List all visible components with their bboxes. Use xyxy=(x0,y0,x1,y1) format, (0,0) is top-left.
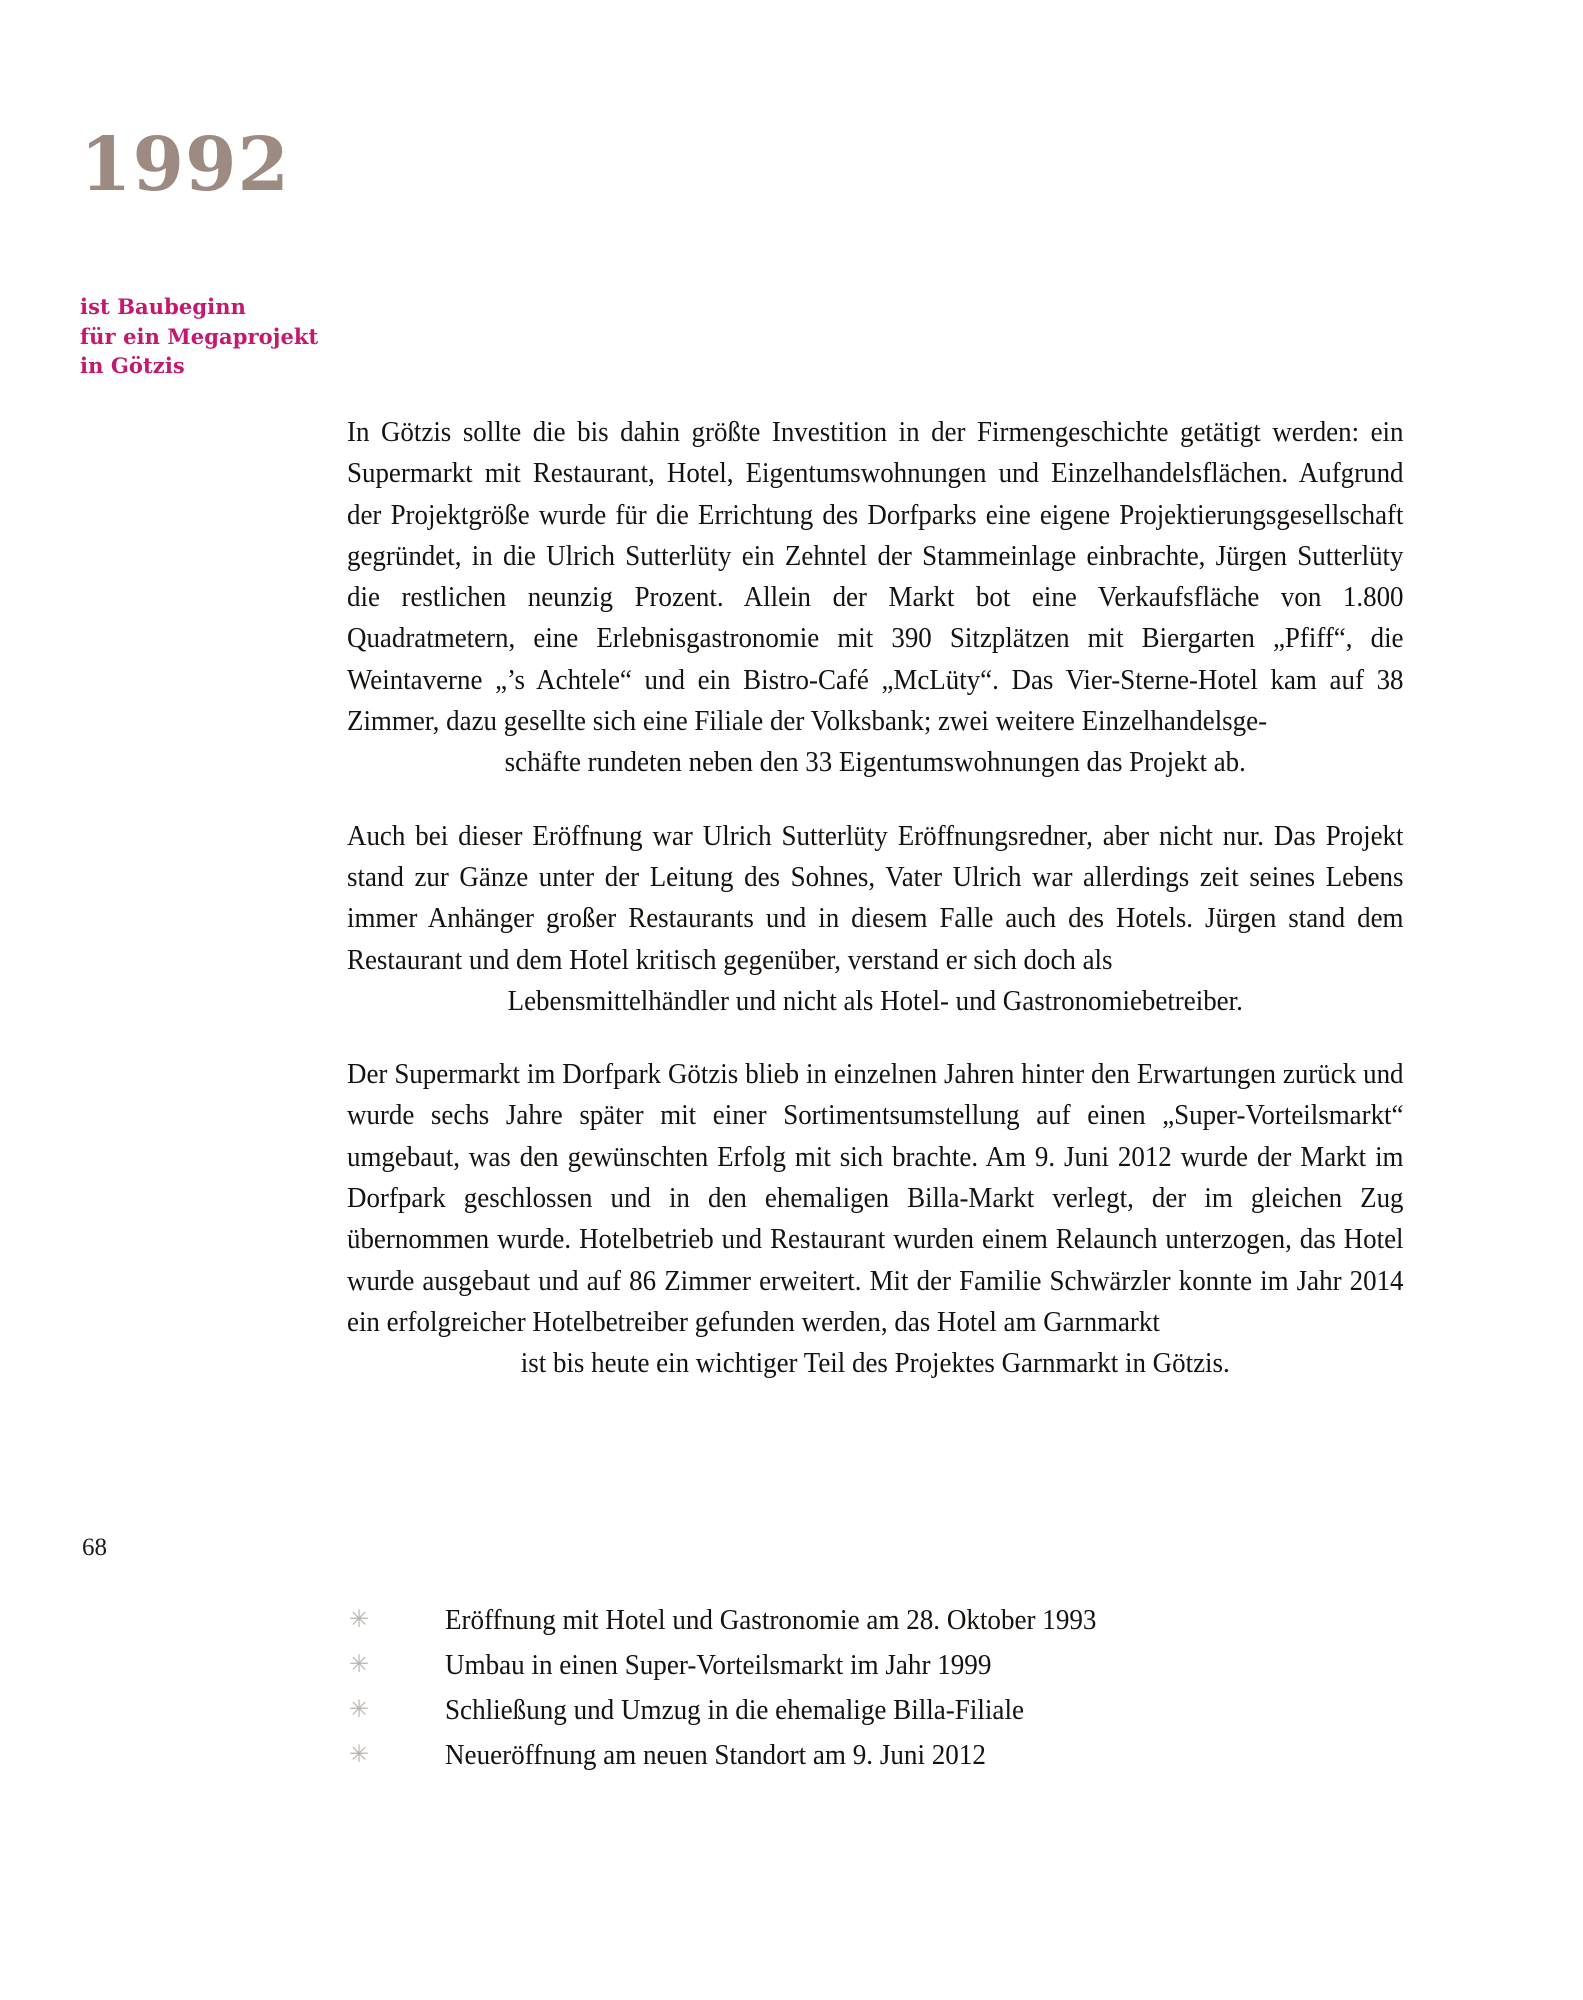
list-item-label: Eröffnung mit Hotel und Gastronomie am 28. Oktober 1993 xyxy=(445,1605,1097,1636)
subheading-line-2: für ein Megaprojekt xyxy=(80,323,319,349)
asterisk-icon: ✳ xyxy=(349,1607,370,1633)
list-item xyxy=(347,1733,1407,1778)
asterisk-icon: ✳ xyxy=(349,1652,370,1678)
paragraph-2 xyxy=(347,816,1404,1022)
paragraph-3 xyxy=(347,1054,1404,1384)
list-item xyxy=(347,1643,1407,1688)
paragraph-2-text: Auch bei dieser Eröffnung war Ulrich Sutterlüty Eröffnungsredner, aber nicht nur. Das Projekt stand zur Gänze unter der Leitung des Sohnes, Vater Ulrich war allerdings zeit seines Lebens immer Anhänger großer Restaurants und in diesem Falle auch des Hotels. Jürgen stand dem Restaurant und dem Hotel kritisch gegenüber, verstand er sich doch als xyxy=(347,820,1404,976)
list-item xyxy=(347,1688,1407,1733)
asterisk-icon: ✳ xyxy=(349,1742,370,1768)
event-bullet-list xyxy=(347,1598,1407,1778)
list-item-label: Schließung und Umzug in die ehemalige Billa-Filiale xyxy=(445,1695,1024,1726)
list-item-label: Umbau in einen Super-Vorteilsmarkt im Jahr 1999 xyxy=(445,1650,992,1681)
paragraph-2-lastline: Lebensmittelhändler und nicht als Hotel- und Gastronomiebetreiber. xyxy=(507,985,1243,1017)
paragraph-3-lastline: ist bis heute ein wichtiger Teil des Projektes Garnmarkt in Götzis. xyxy=(520,1348,1230,1380)
paragraph-3-text: Der Supermarkt im Dorfpark Götzis blieb in einzelnen Jahren hinter den Erwartungen zurück und wurde sechs Jahre später mit einer Sortimentsumstellung auf einen „Super-Vorteilsmarkt“ umgebaut, was den gewünschten Erfolg mit sich brachte. Am 9. Juni 2012 wurde der Markt im Dorfpark geschlossen und in den ehemaligen Billa-Markt verlegt, der im gleichen Zug übernommen wurde. Hotelbetrieb und Restaurant wurden einem Relaunch unterzogen, das Hotel wurde ausgebaut und auf 86 Zimmer erweitert. Mit der Familie Schwärzler konnte im Jahr 2014 ein erfolgreicher Hotelbetreiber gefunden werden, das Hotel am Garnmarkt xyxy=(347,1059,1404,1338)
paragraph-1-text: In Götzis sollte die bis dahin größte Investition in der Firmengeschichte getätigt werden: ein Supermarkt mit Restaurant, Hotel, Eigentumswohnungen und Einzelhandelsflächen. Aufgrund der Projektgröße wurde für die Errichtung des Dorfparks eine eigene Projektierungsgesellschaft gegründet, in die Ulrich Sutterlüty ein Zehntel der Stammeinlage einbrachte, Jürgen Sutterlüty die restlichen neunzig Prozent. Allein der Markt bot eine Verkaufsfläche von 1.800 Quadratmetern, eine Erlebnisgastronomie mit 390 Sitzplätzen mit Biergarten „Pfiff“, die Weintaverne „’s Achtele“ und ein Bistro-Café „McLüty“. Das Vier-Sterne-Hotel kam auf 38 Zimmer, dazu gesellte sich eine Filiale der Volksbank; zwei weitere Einzelhandelsge- xyxy=(347,417,1404,738)
year-heading: 1992 xyxy=(80,122,290,208)
subheading-line-1: ist Baubeginn xyxy=(80,294,246,319)
subheading-block xyxy=(80,292,318,381)
list-item xyxy=(347,1598,1407,1643)
body-text-column xyxy=(347,412,1404,1385)
list-item-label: Neueröffnung am neuen Standort am 9. Juni 2012 xyxy=(445,1740,986,1771)
page-number: 68 xyxy=(82,1534,107,1561)
paragraph-1-lastline: schäfte rundeten neben den 33 Eigentumswohnungen das Projekt ab. xyxy=(504,747,1246,779)
subheading-line-3: in Götzis xyxy=(80,353,185,378)
asterisk-icon: ✳ xyxy=(349,1697,370,1723)
paragraph-1 xyxy=(347,412,1404,784)
